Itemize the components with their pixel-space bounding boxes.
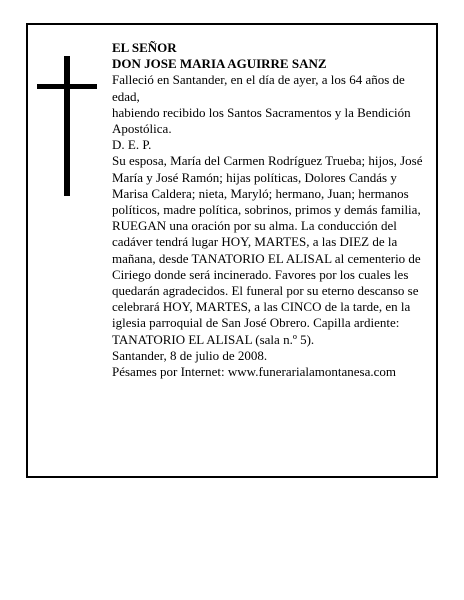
- sacraments-line: habiendo recibido los Santos Sacramentos y la Bendición Apostólica.: [112, 104, 411, 137]
- date-line: Santander, 8 de julio de 2008.: [112, 347, 268, 363]
- obituary-text: [112, 40, 424, 380]
- title-line: EL SEÑOR: [112, 40, 177, 55]
- cross-icon: [37, 56, 97, 196]
- service-details: RUEGAN una oración por su alma. La conducción del cadáver tendrá lugar HOY, MARTES, a las DIEZ de la mañana, desde TANATORIO EL ALISAL al cementerio de Ciriego donde será incinerado. Favores por los cuales les quedarán agradecidos. El funeral por su eterno descanso se celebrará HOY, MARTES, a las CINCO de la tarde, en la iglesia parroquial de San José Obrero. Capilla ardiente: TANATORIO EL ALISAL (sala n.º 5).: [112, 218, 421, 347]
- rip-line: D. E. P.: [112, 137, 152, 153]
- cross-horizontal-bar: [37, 84, 97, 89]
- deceased-name: DON JOSE MARIA AGUIRRE SANZ: [112, 56, 327, 72]
- death-announcement: Falleció en Santander, en el día de ayer, a los 64 años de edad,: [112, 72, 405, 104]
- cross-vertical-bar: [64, 56, 70, 196]
- condolences-line: Pésames por Internet: www.funerarialamontanesa.com: [112, 364, 396, 380]
- family-list: Su esposa, María del Carmen Rodríguez Trueba; hijos, José María y José Ramón; hijas políticas, Dolores Candás y Marisa Caldera; nieta, Maryló; hermano, Juan; hermanos políticos, madre política, sobrinos, primos y demás familia,: [112, 153, 423, 218]
